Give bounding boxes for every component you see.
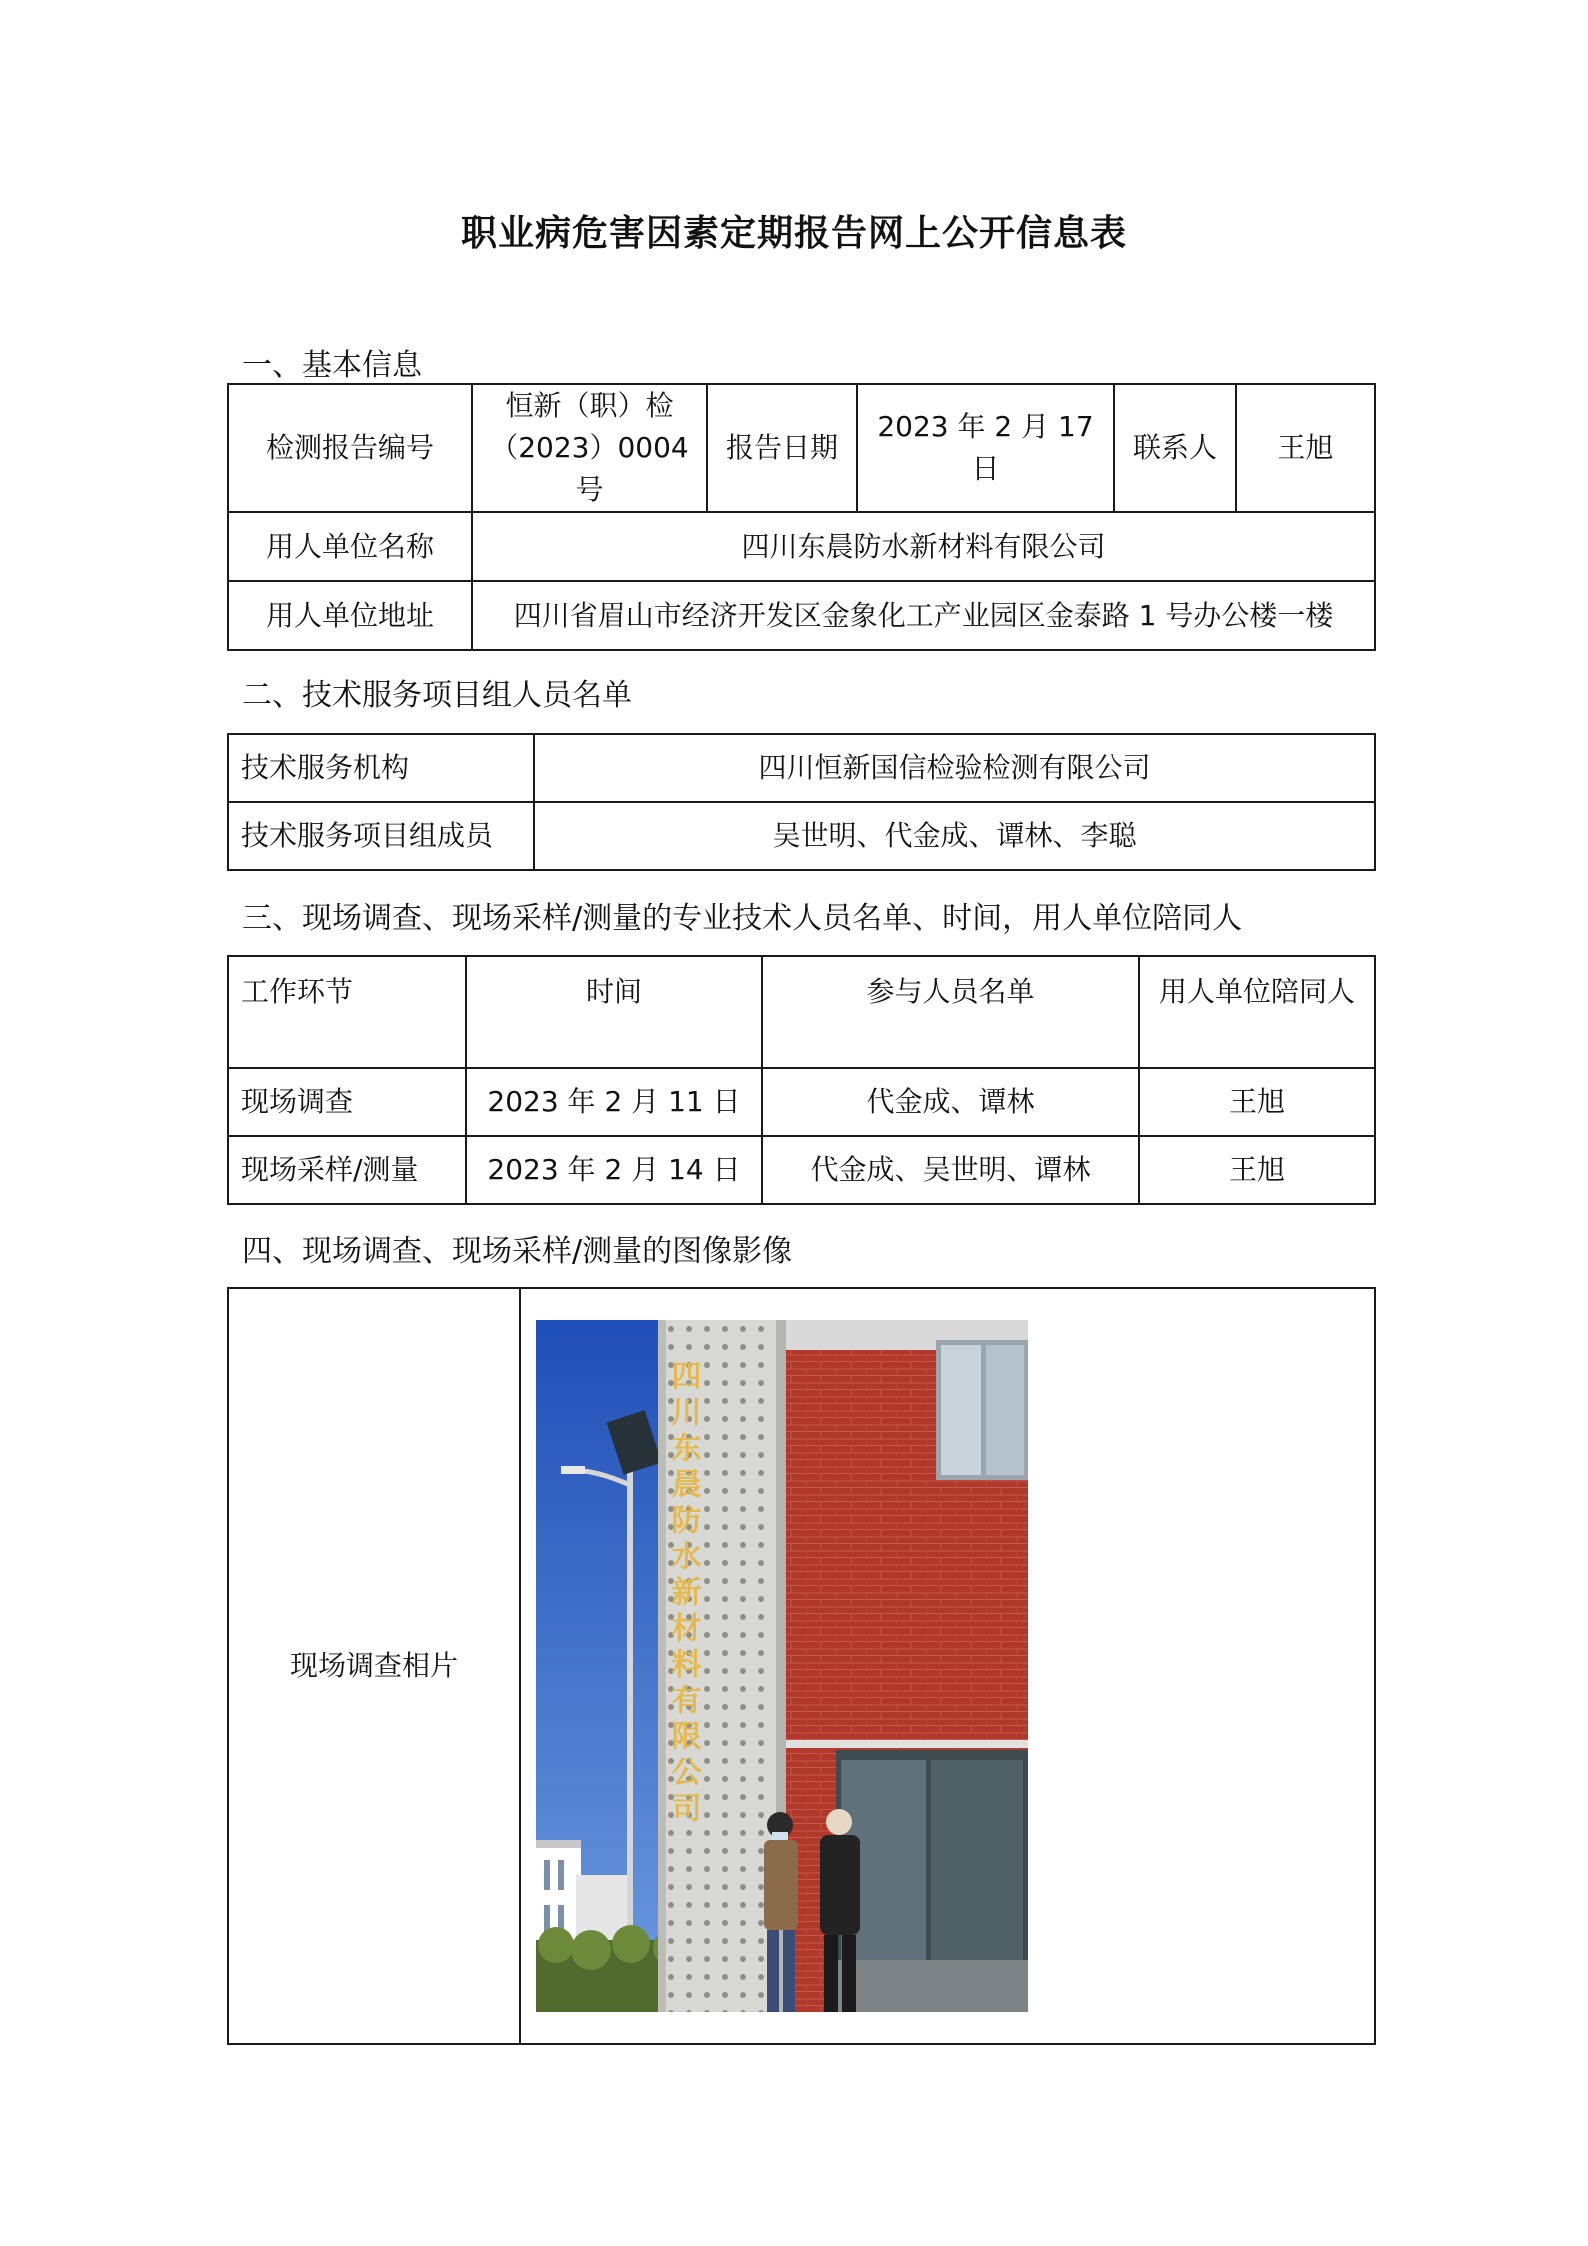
basic-info-table xyxy=(227,383,1376,651)
page-title: 职业病危害因素定期报告网上公开信息表 xyxy=(460,213,1127,254)
employer-address-label: 用人单位地址 xyxy=(228,581,472,650)
photo-label: 现场调查相片 xyxy=(228,1288,520,2044)
table-row xyxy=(228,1136,1375,1204)
employer-name-value: 四川东晨防水新材料有限公司 xyxy=(472,512,1375,581)
images-table xyxy=(227,1287,1376,2045)
org-label: 技术服务机构 xyxy=(228,734,534,802)
report-no-value xyxy=(472,384,707,512)
col-header-companion: 用人单位陪同人 xyxy=(1139,956,1375,1068)
report-date-label: 报告日期 xyxy=(707,384,857,512)
employer-address-value: 四川省眉山市经济开发区金象化工产业园区金泰路 1 号办公楼一楼 xyxy=(472,581,1375,650)
team-table xyxy=(227,733,1376,871)
section-heading-images: 四、现场调查、现场采样/测量的图像影像 xyxy=(242,1234,793,1269)
sign-text: 四川东晨防水新材料有限公司 xyxy=(665,1360,701,1828)
row-stage: 现场采样/测量 xyxy=(228,1136,466,1204)
employer-name-label: 用人单位名称 xyxy=(228,512,472,581)
report-no-line2: （2023）0004 号 xyxy=(490,431,689,506)
contact-value: 王旭 xyxy=(1236,384,1375,512)
row-people: 代金成、谭林 xyxy=(762,1068,1139,1136)
col-header-people: 参与人员名单 xyxy=(762,956,1139,1068)
col-header-stage: 工作环节 xyxy=(228,956,466,1068)
col-header-time: 时间 xyxy=(466,956,762,1068)
photo-cell xyxy=(520,1288,1375,2044)
site-photo-illustration xyxy=(536,1320,1028,2012)
site-photo xyxy=(536,1320,1028,2012)
row-companion: 王旭 xyxy=(1139,1068,1375,1136)
org-value: 四川恒新国信检验检测有限公司 xyxy=(534,734,1375,802)
section-heading-field-staff: 三、现场调查、现场采样/测量的专业技术人员名单、时间，用人单位陪同人 xyxy=(242,901,1243,936)
members-value: 吴世明、代金成、谭林、李聪 xyxy=(534,802,1375,870)
row-time: 2023 年 2 月 14 日 xyxy=(466,1136,762,1204)
row-companion: 王旭 xyxy=(1139,1136,1375,1204)
field-work-table xyxy=(227,955,1376,1205)
table-row xyxy=(228,1068,1375,1136)
row-time: 2023 年 2 月 11 日 xyxy=(466,1068,762,1136)
members-label: 技术服务项目组成员 xyxy=(228,802,534,870)
report-date-value: 2023 年 2 月 17 日 xyxy=(857,384,1114,512)
contact-label: 联系人 xyxy=(1114,384,1236,512)
report-no-label: 检测报告编号 xyxy=(228,384,472,512)
section-heading-team: 二、技术服务项目组人员名单 xyxy=(242,678,632,713)
report-no-line1: 恒新（职）检 xyxy=(505,389,674,422)
section-heading-basic-info: 一、基本信息 xyxy=(242,348,422,383)
row-people: 代金成、吴世明、谭林 xyxy=(762,1136,1139,1204)
row-stage: 现场调查 xyxy=(228,1068,466,1136)
